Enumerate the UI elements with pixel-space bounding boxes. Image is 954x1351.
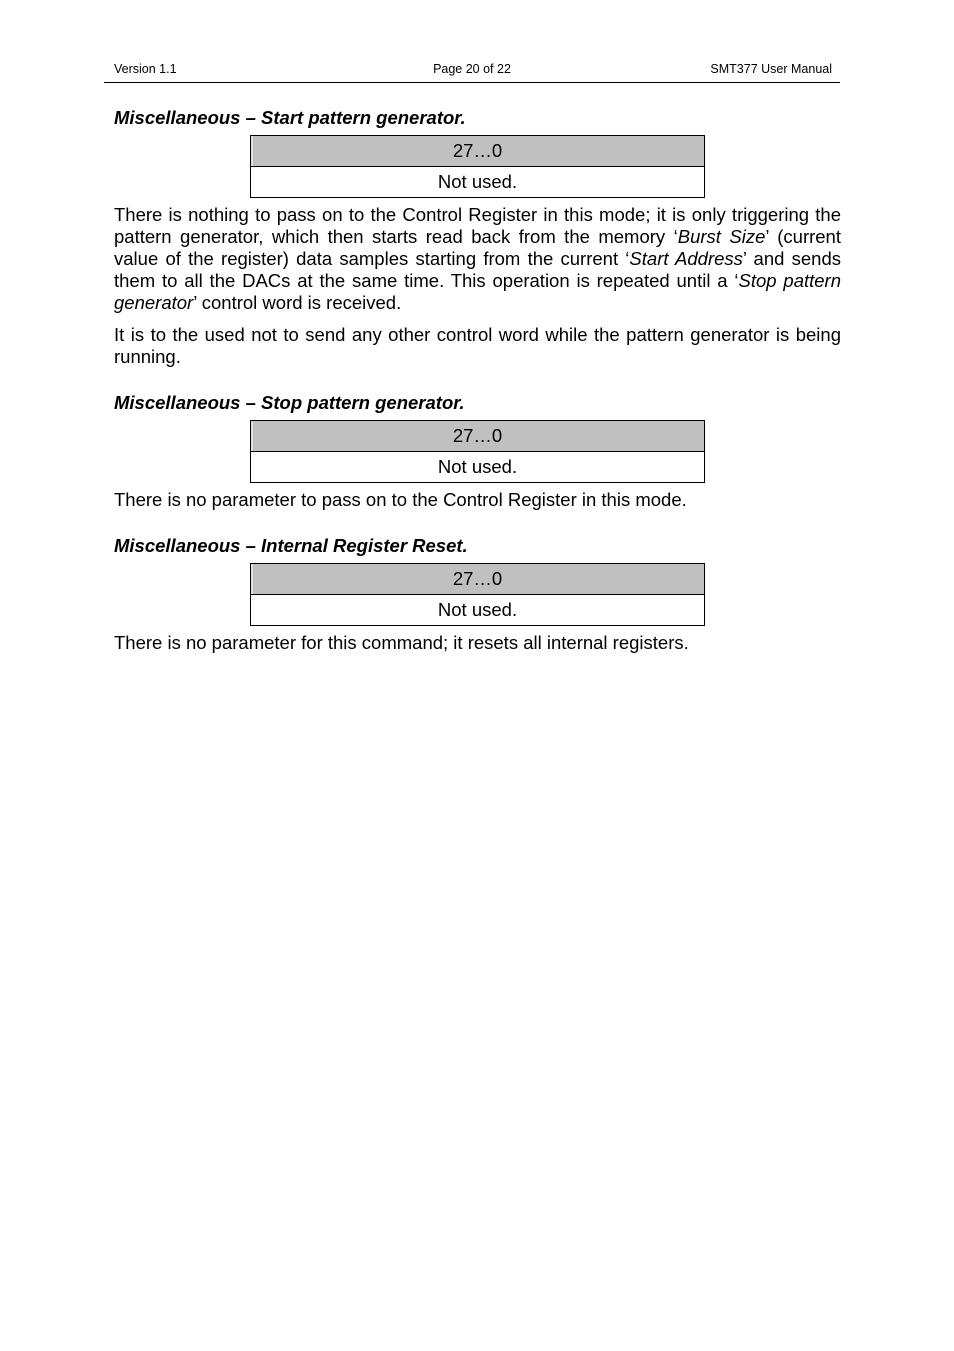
register-bits-row [251,421,705,452]
register-field-cell: Not used. [251,452,705,483]
register-table-register-reset [250,563,705,626]
paragraph-register-reset-description: There is no parameter for this command; it resets all internal registers. [114,632,689,653]
register-table-start-pattern [250,135,705,198]
page-number: Page 20 of 22 [433,62,511,76]
text-run: ’ control word is received. [193,292,402,313]
page-content [114,106,841,654]
register-field-cell: Not used. [251,595,705,626]
paragraph-start-pattern-description [114,204,841,314]
register-bits-row [251,564,705,595]
italic-term-burst-size: Burst Size [677,226,766,247]
register-bits-cell: 27…0 [251,421,705,452]
register-field-row [251,167,705,198]
text-run: There is nothing to pass on to the Control Register in this mode; it is only triggering the pattern generator, which then starts read back from the memory ‘ [114,204,841,247]
register-field-cell: Not used. [251,167,705,198]
register-bits-row [251,136,705,167]
italic-term-stop-pattern-generator: Stop pattern generator [114,270,841,313]
paragraph-stop-pattern-description: There is no parameter to pass on to the Control Register in this mode. [114,489,687,510]
section-title-start-pattern: Miscellaneous – Start pattern generator. [114,107,466,128]
register-field-row [251,595,705,626]
register-bits-cell: 27…0 [251,564,705,595]
text-run: ’ and sends them to all the DACs at the same time. This operation is repeated until a ‘ [114,248,842,291]
version-label: Version 1.1 [114,62,177,76]
manual-title: SMT377 User Manual [710,62,832,76]
italic-term-start-address: Start Address [629,248,743,269]
text-run: ’ (current value of the register) data samples starting from the current ‘ [114,226,841,269]
paragraph-start-pattern-note: It is to the used not to send any other control word while the pattern generator is being running. [114,324,841,367]
section-title-stop-pattern: Miscellaneous – Stop pattern generator. [114,392,465,413]
page-header [104,60,840,83]
register-table-stop-pattern [250,420,705,483]
register-field-row [251,452,705,483]
section-title-register-reset: Miscellaneous – Internal Register Reset. [114,535,468,556]
register-bits-cell: 27…0 [251,136,705,167]
